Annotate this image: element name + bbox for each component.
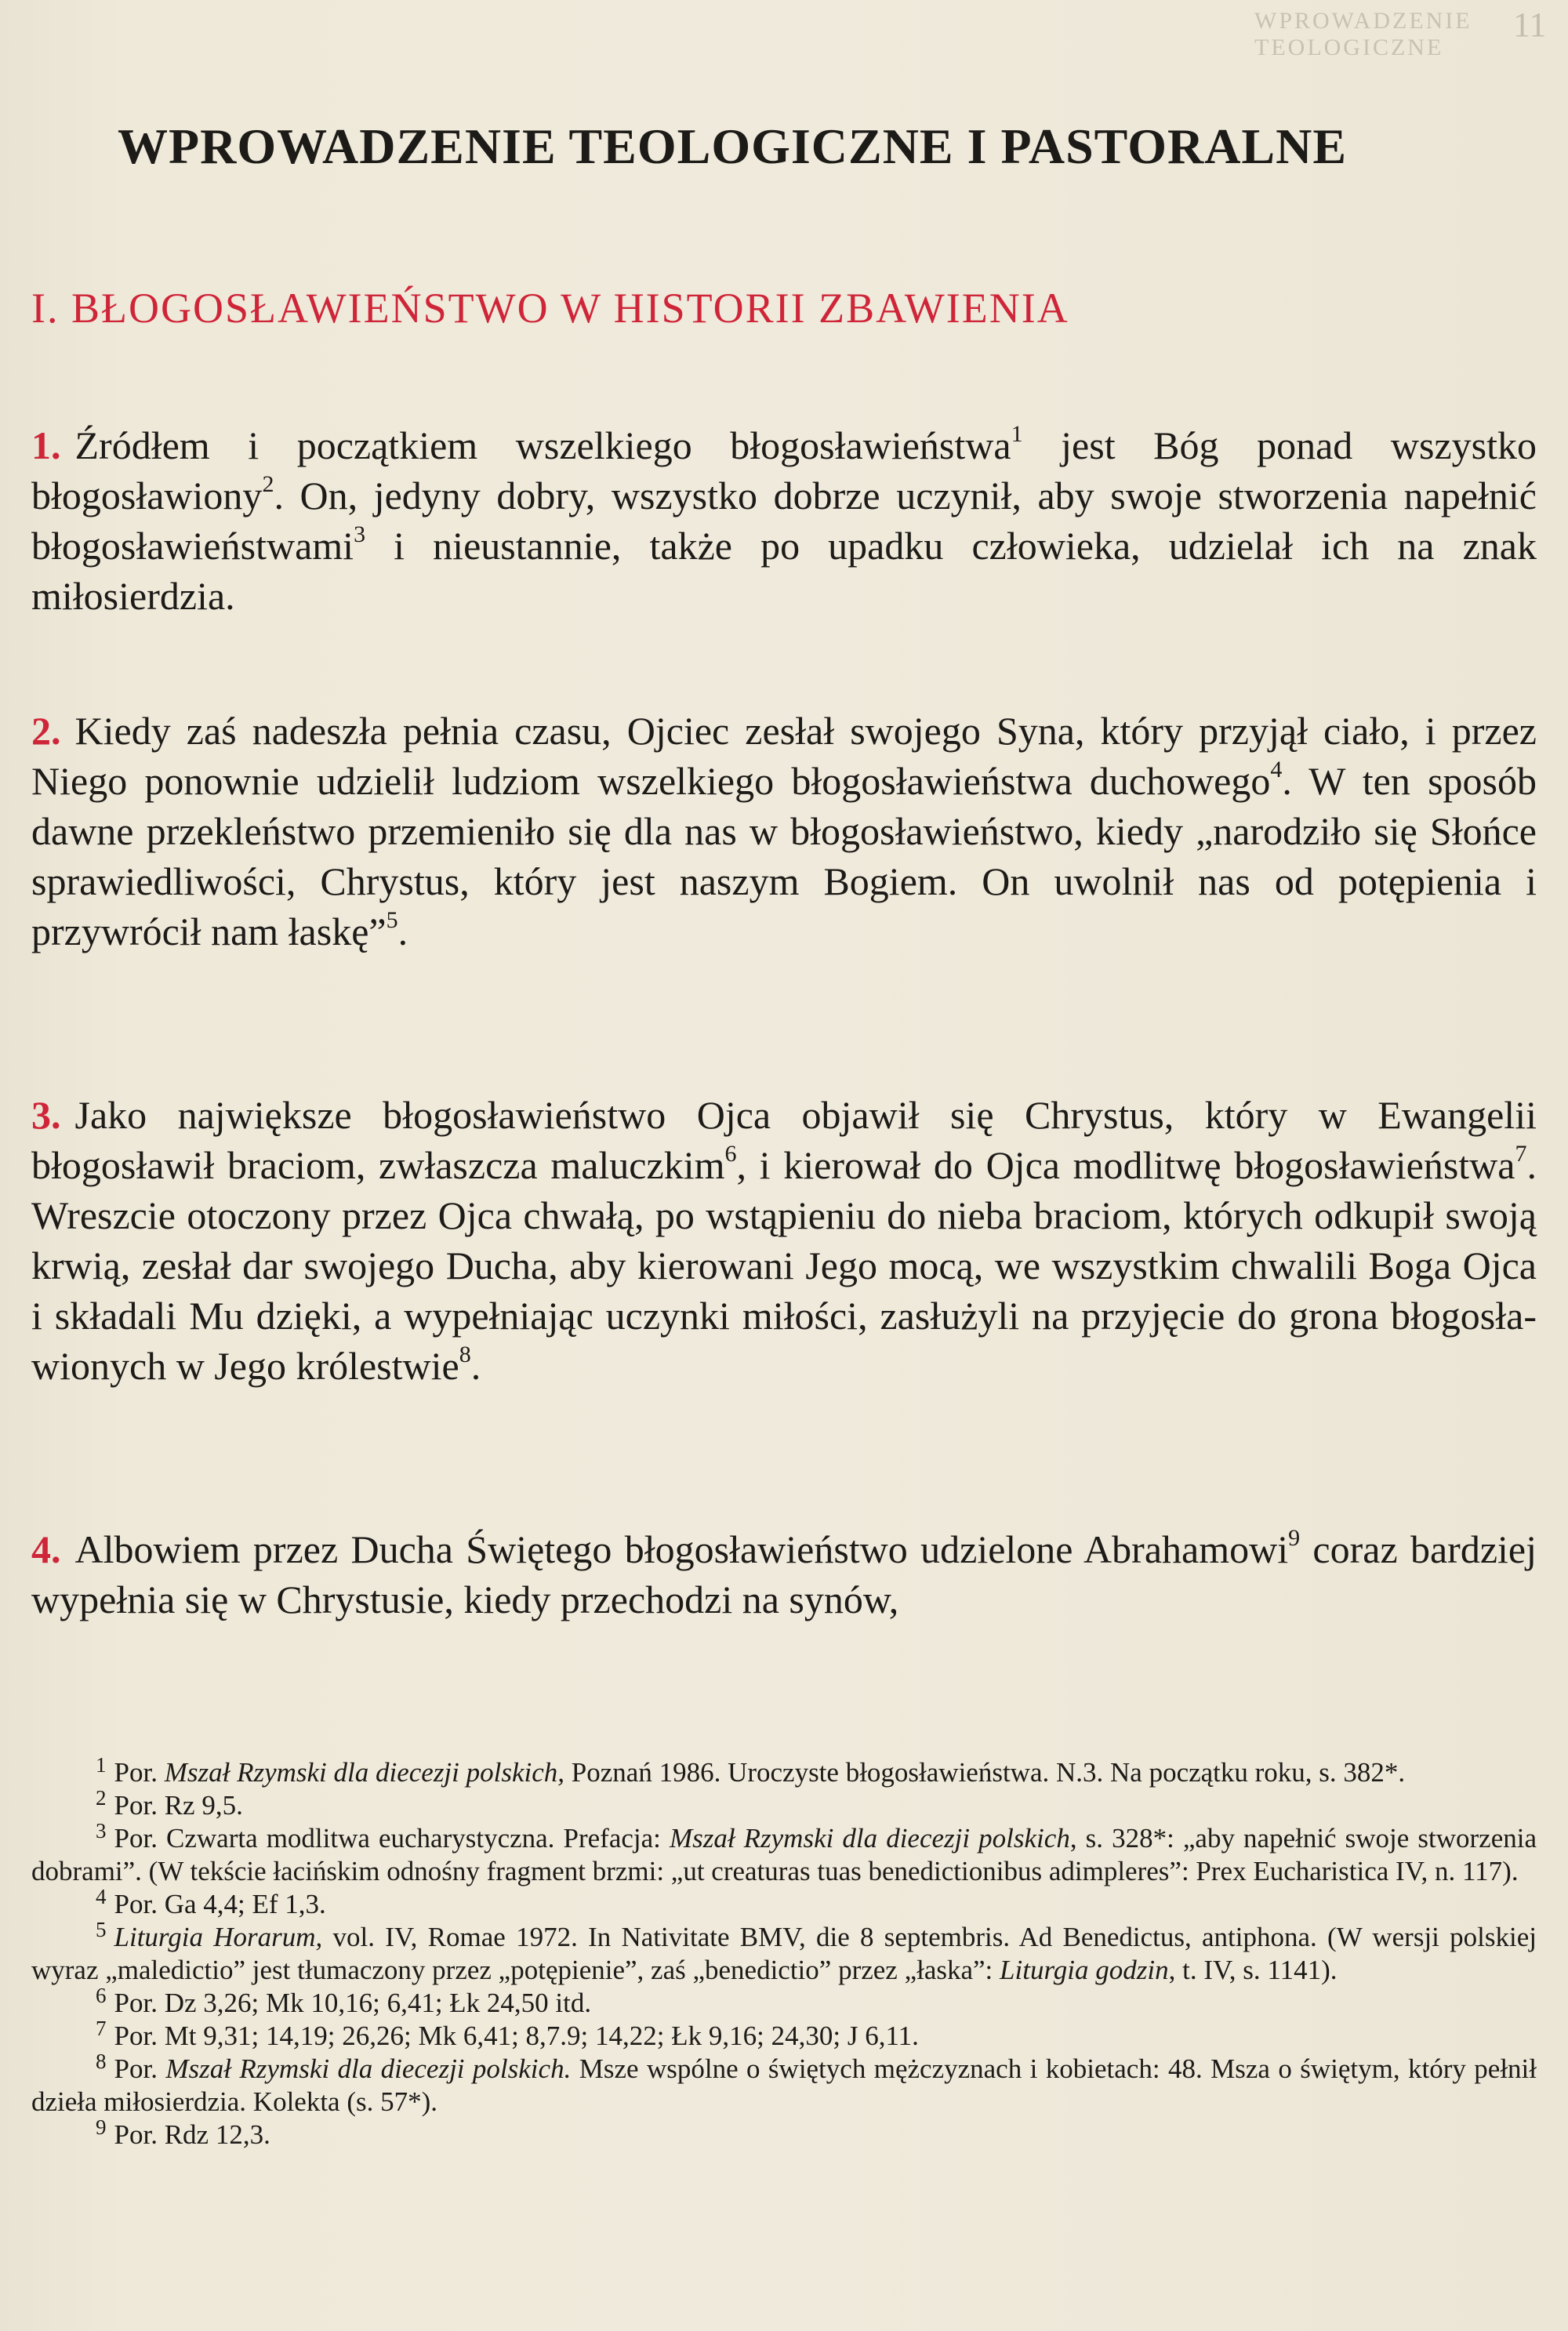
footnote-ref: 7 <box>1515 1141 1527 1167</box>
page-number: 11 <box>1513 5 1547 44</box>
footnote-item <box>31 2017 1537 2053</box>
text-run: coraz bardziej wypełnia się w Chrystusie, kiedy przechodzi na synów, <box>31 1527 1537 1621</box>
text-run: . <box>397 910 408 953</box>
text-run: Poznań 1986. Uroczyste błogosławieństwa. N.3. Na początku roku, s. 382*. <box>564 1757 1406 1788</box>
text-run: Jako największe błogosławieństwo Ojca objawił się Chrystus, który w Ewangelii błogosławił braciom, zwłaszcza maluczkim <box>31 1093 1537 1187</box>
footnote-ref: 5 <box>386 907 398 933</box>
paragraph-1 <box>31 420 1537 621</box>
text-run: Por. Dz 3,26; Mk 10,16; 6,41; Łk 24,50 itd. <box>114 1988 592 2018</box>
running-header: WPROWADZENIE TEOLOGICZNE <box>1254 8 1472 60</box>
italic-title: Liturgia Horarum, <box>114 1922 323 1952</box>
text-run: Albowiem przez Ducha Świętego błogosławieństwo udzielone Abrahamowi <box>74 1527 1289 1571</box>
footnote-mark: 5 <box>96 1918 107 1941</box>
footnotes-list <box>31 1753 1537 2151</box>
footnote-item <box>31 1885 1537 1921</box>
text-run: Por. Mt 9,31; 14,19; 26,26; Mk 6,41; 8,7.9; 14,22; Łk 9,16; 24,30; J 6,11. <box>114 2021 919 2051</box>
text-run: Msze wspólne o świętych mężczyznach i kobietach: 48. Msza o świętym, który pełnił dzieła miłosierdzia. Kolekta (s. 57*). <box>31 2053 1537 2117</box>
text-run: Źródłem i początkiem wszelkiego błogosławieństwa <box>74 423 1011 467</box>
paragraph-4 <box>31 1524 1537 1625</box>
text-run: , t. IV, s. 1141). <box>1168 1955 1338 1985</box>
text-run: Por. Rdz 12,3. <box>114 2119 270 2150</box>
paragraph-number: 4. <box>31 1527 61 1571</box>
text-run: , i kierował do Ojca modlitwę błogosławieństwa <box>736 1143 1515 1187</box>
paragraph-text <box>31 709 1537 953</box>
footnote-item <box>31 1918 1537 1987</box>
footnote-mark: 1 <box>96 1753 107 1777</box>
footnote-item <box>31 1753 1537 1789</box>
footnote-mark: 6 <box>96 1984 107 2007</box>
footnote-mark: 3 <box>96 1819 107 1843</box>
paragraph-text <box>31 1093 1537 1388</box>
footnote-mark: 4 <box>96 1885 107 1908</box>
footnote-item <box>31 1819 1537 1888</box>
footnote-ref: 4 <box>1270 757 1283 782</box>
text-run: Kiedy zaś nadeszła pełnia czasu, Ojciec zesłał swojego Syna, który przyjął ciało, i przez Niego ponownie udzielił ludziom wszelkiego błogosławieństwa duchowego <box>31 709 1537 803</box>
paragraph-text <box>31 1527 1537 1621</box>
text-run: jest Bóg ponad wszystko błogosławiony <box>31 423 1537 517</box>
paragraph-3 <box>31 1090 1537 1391</box>
italic-title: Mszał Rzymski dla diecezji polskich. <box>165 2053 572 2084</box>
footnote-item <box>31 2050 1537 2119</box>
text-run: Por. <box>114 1757 165 1788</box>
footnote-ref: 1 <box>1011 421 1023 447</box>
paragraph-2 <box>31 706 1537 957</box>
text-run: , s. 328*: „aby napełnić swoje stworzenia dobrami”. (W tekście łacińskim odnośny fragment brzmi: „ut creaturas tuas benedictionibus adimpleres”: Prex Eucharistica IV, n. 117). <box>31 1823 1537 1886</box>
paragraph-number: 3. <box>31 1093 61 1137</box>
italic-title: Mszał Rzymski dla diecezji polskich, <box>164 1757 565 1788</box>
text-run: i nieustannie, także po upadku człowieka, udzielał ich na znak miłosierdzia. <box>31 524 1537 618</box>
text-run: . W ten sposób dawne przekleństwo przemieniło się dla nas w błogosławieństwo, kiedy „narodziło się Słońce sprawiedliwości, Chrystus, który jest naszym Bogiem. On uwolnił nas od potępienia i przywrócił nam łaskę” <box>31 759 1537 953</box>
footnote-item <box>31 1984 1537 2020</box>
text-run: vol. IV, Romae 1972. In Nativitate BMV, die 8 septembris. Ad Benedictus, antiphona. (W wersji polskiej wyraz „maledictio” jest tłumaczony przez „potępienie”, zaś „benedictio” przez „łaska”: <box>31 1922 1537 1985</box>
italic-title: Liturgia godzin <box>1000 1955 1169 1985</box>
text-run: Por. Rz 9,5. <box>114 1790 243 1821</box>
italic-title: Mszał Rzymski dla diecezji polskich <box>669 1823 1070 1854</box>
paragraph-number: 2. <box>31 709 61 753</box>
footnote-item <box>31 1786 1537 1822</box>
text-run: Por. Ga 4,4; Ef 1,3. <box>114 1889 326 1919</box>
section-heading: I. BŁOGOSŁAWIEŃSTWO W HISTORII ZBAWIENIA <box>31 285 1069 332</box>
chapter-title: WPROWADZENIE TEOLOGICZNE I PASTORALNE <box>118 118 1347 174</box>
footnote-ref: 9 <box>1288 1525 1301 1551</box>
footnote-mark: 8 <box>96 2050 107 2073</box>
footnote-ref: 2 <box>262 471 274 497</box>
text-run: Por. <box>114 2053 166 2084</box>
text-run: . On, jedyny dobry, wszystko dobrze uczynił, aby swoje stworzenia napełnić błogosławieństwami <box>31 474 1537 568</box>
footnote-ref: 3 <box>354 521 366 547</box>
footnote-mark: 7 <box>96 2017 107 2040</box>
footnote-item <box>31 2115 1537 2151</box>
footnote-mark: 2 <box>96 1786 107 1810</box>
text-run: . Wreszcie otoczony przez Ojca chwałą, po wstąpieniu do nieba braciom, których odkupił swoją krwią, zesłał dar swojego Ducha, aby kierowani Jego mocą, we wszystkim chwalili Boga Ojca i składali Mu dzięki, a wypełniając uczynki miłości, zasłużyli na przyjęcie do grona błogosławionych w Jego królestwie <box>31 1143 1537 1388</box>
text-run: . <box>470 1344 481 1388</box>
footnote-mark: 9 <box>96 2115 107 2139</box>
paragraph-number: 1. <box>31 423 61 467</box>
footnote-ref: 6 <box>724 1141 737 1167</box>
paragraph-text <box>31 423 1537 618</box>
text-run: Por. Czwarta modlitwa eucharystyczna. Prefacja: <box>114 1823 670 1854</box>
footnote-ref: 8 <box>459 1342 471 1367</box>
